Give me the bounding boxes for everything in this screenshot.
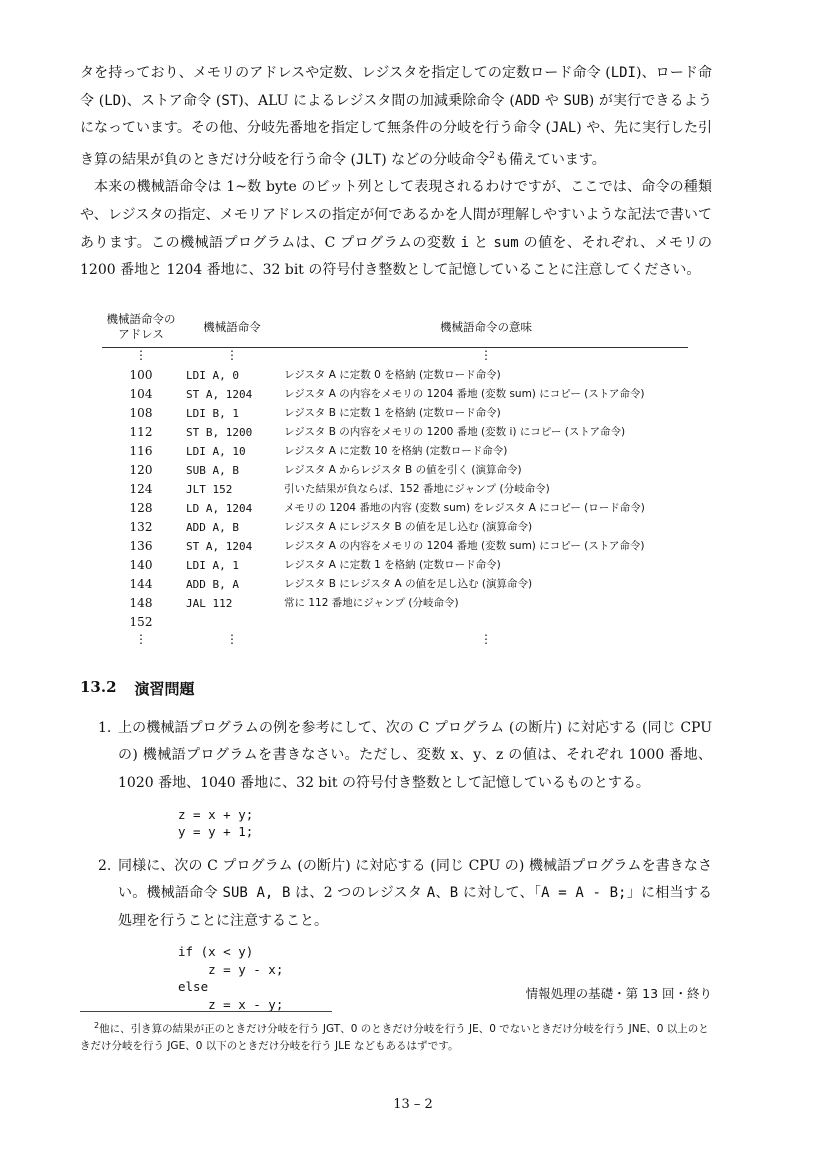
row-address: 116 <box>129 443 153 458</box>
row-address: 108 <box>129 405 153 420</box>
row-instruction: ST A, 1204 <box>186 387 253 401</box>
footnote-ref[interactable]: 2 <box>489 150 495 161</box>
code-block: if (x < y) z = y - x; else z = x - y; <box>178 944 284 1012</box>
table-row-ellipsis-bottom <box>102 632 688 650</box>
table-row <box>102 404 688 423</box>
vdots: ⋮ <box>480 347 492 362</box>
code-sub: SUB <box>563 92 589 109</box>
exercise-text-part: 同様に、次の C プログラム (の断片) に対応する (同じ CPU の) 機械語プログラムを書きなさい。機械語命令 <box>118 857 712 902</box>
footnote <box>80 1017 712 1055</box>
code-block: z = x + y; y = y + 1; <box>178 806 254 840</box>
table-row <box>102 461 688 480</box>
exercise-item-1 <box>80 715 712 841</box>
row-address: 128 <box>129 500 153 515</box>
row-instruction: ADD A, B <box>186 520 239 534</box>
row-instruction: SUB A, B <box>186 463 239 477</box>
inline-code: A <box>426 885 436 902</box>
row-instruction: ST A, 1204 <box>186 539 253 553</box>
row-address: 148 <box>129 595 153 610</box>
intro-text: ) などの分岐命令 <box>381 151 490 168</box>
row-instruction: ST B, 1200 <box>186 425 253 439</box>
header-meaning: 機械語命令の意味 <box>440 319 532 334</box>
row-address: 136 <box>129 538 153 553</box>
row-meaning: レジスタ B の内容をメモリの 1200 番地 (変数 i) にコピー (ストア命令) <box>284 425 626 438</box>
inline-code: A = A - B; <box>541 885 627 902</box>
table-row-ellipsis-top <box>102 348 688 366</box>
code-add: ADD <box>514 92 541 109</box>
row-meaning <box>284 613 688 632</box>
intro-text: )、ストア命令 ( <box>121 92 222 109</box>
exercise-text: 上の機械語プログラムの例を参考にして、次の C プログラム (の断片) に対応する (同じ CPU の) 機械語プログラムを書きなさい。ただし、変数 x、y、z の値は、それぞれ 1000 番地、1020 番地、1040 番地に、32 bit の符号付き整数として記憶しているものとする。 <box>118 719 712 791</box>
row-meaning: メモリの 1204 番地の内容 (変数 sum) をレジスタ A にコピー (ロード命令) <box>284 501 645 514</box>
exercise-text-part: 」に相当する処理を行うことに注意すること。 <box>118 885 713 929</box>
table-row <box>102 537 688 556</box>
table-header <box>102 307 688 348</box>
row-meaning: 引いた結果が負ならば、152 番地にジャンプ (分岐命令) <box>284 482 550 495</box>
row-meaning: レジスタ A に定数 1 を格納 (定数ロード命令) <box>284 558 501 571</box>
row-address: 120 <box>129 462 153 477</box>
row-address: 132 <box>129 519 153 534</box>
table-row <box>102 385 688 404</box>
code-ld: LD <box>104 92 122 109</box>
lecture-ending-note: 情報処理の基礎・第 13 回・終り <box>525 986 712 1001</box>
table-row <box>102 594 688 613</box>
instruction-table <box>102 307 688 650</box>
exercise-list <box>80 715 712 1014</box>
intro-text: )、ALU によるレジスタ間の加減乗除命令 ( <box>238 92 515 109</box>
code-jlt: JLT <box>355 151 382 168</box>
row-instruction: JAL 112 <box>186 596 233 610</box>
vdots: ⋮ <box>226 347 238 362</box>
row-instruction: LDI A, 1 <box>186 558 239 572</box>
footnote-text: 他に、引き算の結果が正のときだけ分岐を行う JGT、0 のときだけ分岐を行う JE、0 でないときだけ分岐を行う JNE、0 以上のときだけ分岐を行う JGE、0 以下のときだけ分岐を行う JLE などもあるはずです。 <box>80 1023 709 1052</box>
page-body <box>80 60 712 1013</box>
code-var-sum: sum <box>493 234 519 251</box>
footnote-divider <box>80 1011 332 1012</box>
row-instruction: LDI A, 0 <box>186 368 239 382</box>
vdots: ⋮ <box>135 631 147 646</box>
row-meaning: レジスタ B にレジスタ A の値を足し込む (演算命令) <box>284 577 533 590</box>
row-instruction: LDI A, 10 <box>186 444 246 458</box>
intro-text: タを持っており、メモリのアドレスや定数、レジスタを指定しての定数ロード命令 ( <box>80 65 611 81</box>
table-row <box>102 366 688 385</box>
vdots: ⋮ <box>226 631 238 646</box>
row-address: 124 <box>129 481 153 496</box>
intro-paragraph-1 <box>80 60 712 174</box>
intro-text: も備えています。 <box>494 151 606 168</box>
exercise-number: 2. <box>98 857 112 874</box>
exercise-text-part: は、2 つのレジスタ <box>290 885 427 902</box>
row-address: 140 <box>129 557 153 572</box>
code-ldi: LDI <box>610 65 636 81</box>
row-meaning: レジスタ A の内容をメモリの 1204 番地 (変数 sum) にコピー (ストア命令) <box>284 539 645 552</box>
header-address: 機械語命令のアドレス <box>106 311 176 341</box>
section-number: 13.2 <box>80 677 117 696</box>
header-instruction: 機械語命令 <box>203 319 261 334</box>
intro-text: の値を、それぞれ、メモリの 1200 番地と 1204 番地に、32 bit の符号付き整数として記憶していることに注意してください。 <box>80 234 712 279</box>
table-row <box>102 575 688 594</box>
row-meaning: 常に 112 番地にジャンプ (分岐命令) <box>284 596 459 609</box>
row-address: 104 <box>129 386 153 401</box>
row-meaning: レジスタ A に定数 10 を格納 (定数ロード命令) <box>284 444 508 457</box>
row-instruction: ADD B, A <box>186 577 239 591</box>
row-meaning: レジスタ A にレジスタ B の値を足し込む (演算命令) <box>284 520 533 533</box>
vdots: ⋮ <box>135 347 147 362</box>
row-instruction: LD A, 1204 <box>186 501 253 515</box>
code-st: ST <box>221 92 239 109</box>
row-address: 112 <box>129 424 153 439</box>
code-jal: JAL <box>551 120 577 137</box>
table-row <box>102 480 688 499</box>
table-row <box>102 499 688 518</box>
inline-code: SUB A, B <box>222 885 291 902</box>
intro-text: と <box>469 234 494 251</box>
row-meaning: レジスタ B に定数 1 を格納 (定数ロード命令) <box>284 406 501 419</box>
intro-text: ) が実行できるようになっています。その他、分岐先番地を指定して無条件の分岐を行う命令 ( <box>80 92 712 137</box>
row-address: 100 <box>129 367 153 382</box>
exercise-text <box>118 858 712 929</box>
intro-text: ) や、先に実行した引き算の結果が負のときだけ分岐を行う命令 ( <box>80 120 712 168</box>
row-meaning: レジスタ A の内容をメモリの 1204 番地 (変数 sum) にコピー (ストア命令) <box>284 387 645 400</box>
row-instruction <box>180 613 284 632</box>
table-row <box>102 518 688 537</box>
intro-text: や <box>540 92 564 109</box>
section-heading <box>80 678 712 699</box>
table-row <box>102 613 688 632</box>
row-address: 152 <box>129 614 153 629</box>
intro-paragraph-2 <box>80 174 712 284</box>
row-meaning: レジスタ A に定数 0 を格納 (定数ロード命令) <box>284 368 501 381</box>
exercise-text-part: に対して、「 <box>458 885 542 902</box>
table-row <box>102 423 688 442</box>
exercise-text-part: 、 <box>435 885 450 902</box>
table-row <box>102 556 688 575</box>
footnote-mark: 2 <box>94 1021 100 1030</box>
row-meaning: レジスタ A からレジスタ B の値を引く (演算命令) <box>284 463 522 476</box>
table-row <box>102 442 688 461</box>
row-instruction: LDI B, 1 <box>186 406 239 420</box>
row-instruction: JLT 152 <box>186 482 233 496</box>
intro-text: )、ロード命令 ( <box>80 65 712 109</box>
row-address: 144 <box>129 576 153 591</box>
vdots: ⋮ <box>480 631 492 646</box>
section-title: 演習問題 <box>134 679 195 698</box>
page-number: 13 – 2 <box>393 1097 433 1112</box>
intro-text: 本来の機械語命令は 1~数 byte のビット列として表現されるわけですが、ここでは、命令の種類や、レジスタの指定、メモリアドレスの指定が何であるかを人間が理解しやすいような記法で書いてあります。この機械語プログラムは、C プログラムの変数 <box>80 179 712 251</box>
inline-code: B <box>449 885 459 902</box>
exercise-number: 1. <box>98 719 112 736</box>
code-var-i: i <box>460 234 470 251</box>
